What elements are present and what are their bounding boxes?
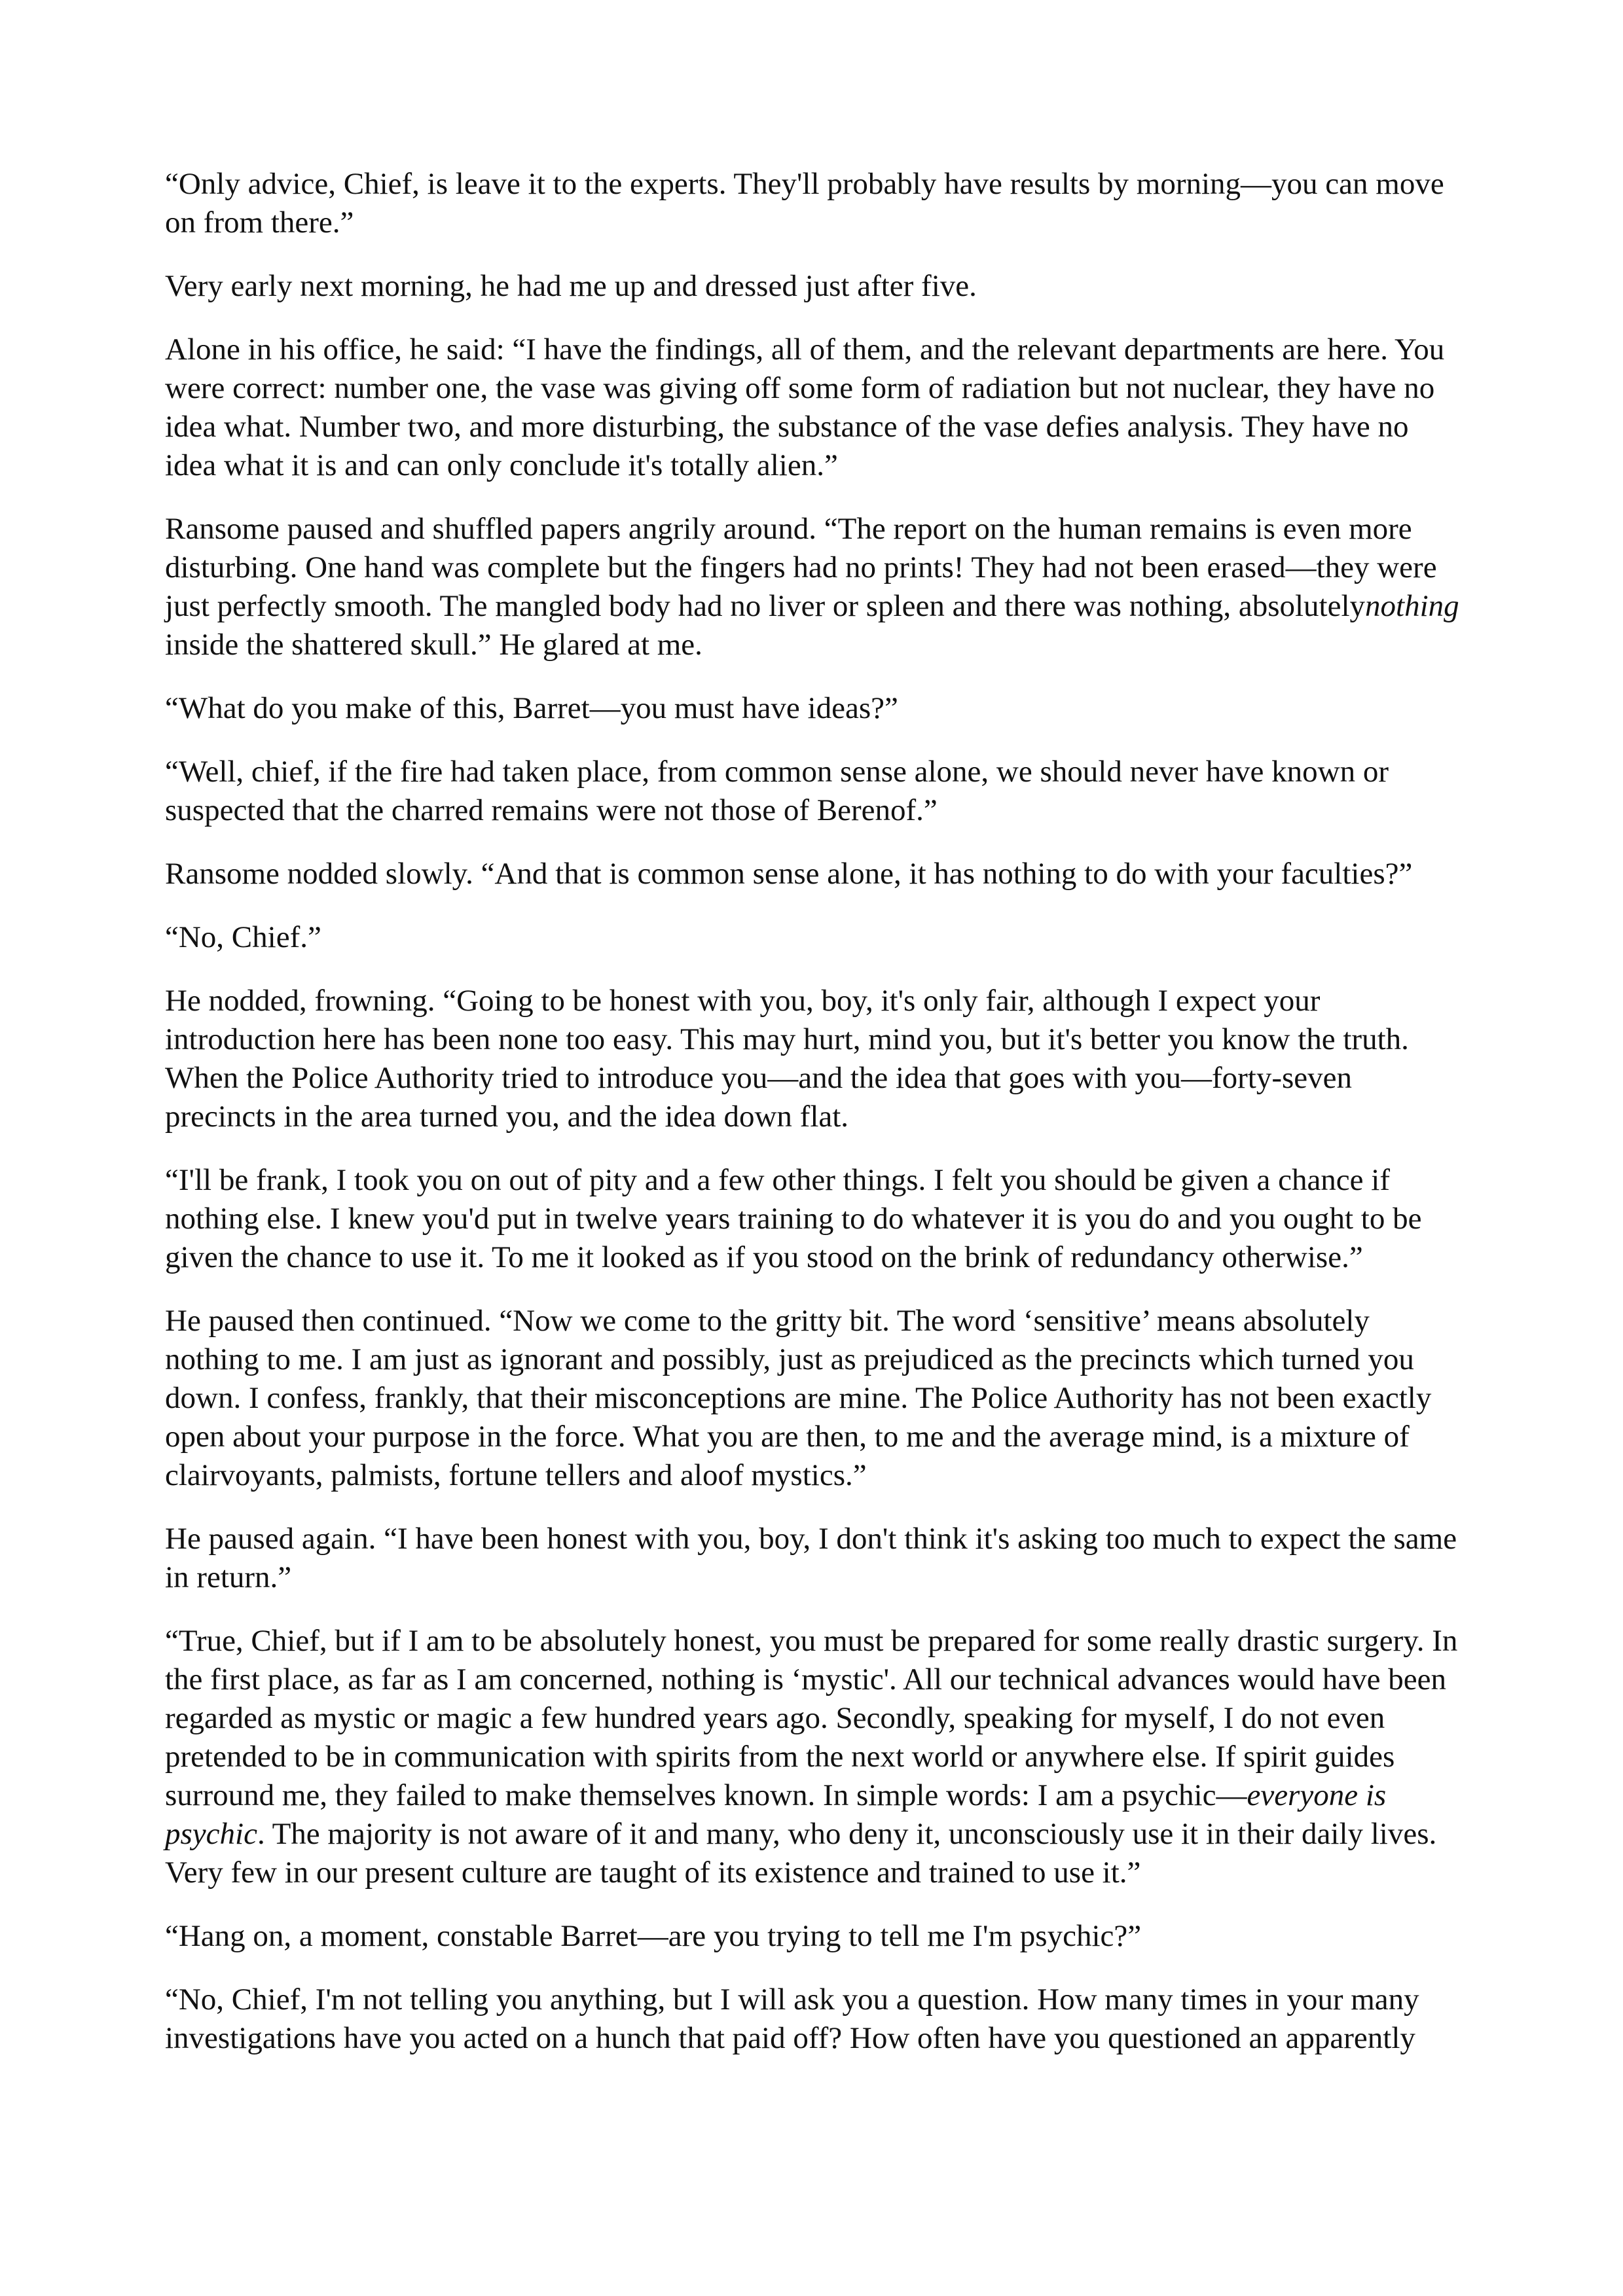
text-segment: “I'll be frank, I took you on out of pity and a few other things. I felt you should be given a chance if nothing else. I knew you'd put in twelve years training to do whatever it is you do and you ought to be given the chance to use it. To me it looked as if you stood on the brink of redundancy otherwise.” xyxy=(165,1163,1422,1274)
document-page xyxy=(165,165,1465,2083)
text-segment: “No, Chief, I'm not telling you anything, but I will ask you a question. How many times in your many investigations have you acted on a hunch that paid off? How often have you questioned an apparently xyxy=(165,1982,1419,2055)
body-text xyxy=(165,165,1465,2058)
text-segment: He nodded, frowning. “Going to be honest with you, boy, it's only fair, although I expect your introduction here has been none too easy. This may hurt, mind you, but it's better you know the truth. When the Police Authority tried to introduce you—and the idea that goes with you—forty-seven precincts in the area turned you, and the idea down flat. xyxy=(165,984,1409,1134)
paragraph xyxy=(165,165,1465,242)
text-segment: He paused then continued. “Now we come to the gritty bit. The word ‘sensitive’ means absolutely nothing to me. I am just as ignorant and possibly, just as prejudiced as the precincts which turned you down. I confess, frankly, that their misconceptions are mine. The Police Authority has not been exactly open about your purpose in the force. What you are then, to me and the average mind, is a mixture of clairvoyants, palmists, fortune tellers and aloof mystics.” xyxy=(165,1304,1432,1492)
paragraph xyxy=(165,1161,1465,1277)
paragraph xyxy=(165,267,1465,306)
paragraph xyxy=(165,855,1465,893)
text-segment: “Well, chief, if the fire had taken place, from common sense alone, we should never have known or suspected that the charred remains were not those of Berenof.” xyxy=(165,755,1389,827)
paragraph xyxy=(165,1302,1465,1495)
text-segment: . The majority is not aware of it and many, who deny it, unconsciously use it in their daily lives. Very few in our present culture are taught of its existence and trained to use it.” xyxy=(165,1817,1437,1890)
paragraph xyxy=(165,331,1465,485)
paragraph xyxy=(165,510,1465,664)
paragraph xyxy=(165,753,1465,830)
text-segment: “Hang on, a moment, constable Barret—are you trying to tell me I'm psychic?” xyxy=(165,1919,1142,1953)
paragraph xyxy=(165,918,1465,957)
paragraph xyxy=(165,1520,1465,1597)
text-segment: “What do you make of this, Barret—you must have ideas?” xyxy=(165,691,898,725)
text-segment: “Only advice, Chief, is leave it to the experts. They'll probably have results by morning—you can move on from there.” xyxy=(165,167,1444,240)
text-segment: “True, Chief, but if I am to be absolutely honest, you must be prepared for some really drastic surgery. In the first place, as far as I am concerned, nothing is ‘mystic'. All our technical advances would have been regarded as mystic or magic a few hundred years ago. Secondly, speaking for myself, I do not even pretended to be in communication with spirits from the next world or anywhere else. If spirit guides surround me, they failed to make themselves known. In simple words: I am a psychic— xyxy=(165,1624,1458,1812)
italic-text-segment: nothing xyxy=(1365,589,1459,623)
text-segment: inside the shattered skull.” He glared at me. xyxy=(165,628,702,662)
paragraph xyxy=(165,982,1465,1136)
paragraph xyxy=(165,1917,1465,1956)
text-segment: Alone in his office, he said: “I have the findings, all of them, and the relevant departments are here. You were correct: number one, the vase was giving off some form of radiation but not nuclear, they have no idea what. Number two, and more disturbing, the substance of the vase defies analysis. They have no idea what it is and can only conclude it's totally alien.” xyxy=(165,332,1445,482)
text-segment: Very early next morning, he had me up and dressed just after five. xyxy=(165,269,977,303)
paragraph xyxy=(165,1981,1465,2058)
text-segment: Ransome paused and shuffled papers angrily around. “The report on the human remains is even more disturbing. One hand was complete but the fingers had no prints! They had not been erased—they were just perfectly smooth. The mangled body had no liver or spleen and there was nothing, absolutely xyxy=(165,512,1437,623)
italic-text-segment: everyone is psychic xyxy=(165,1778,1387,1851)
paragraph xyxy=(165,1622,1465,1892)
text-segment: Ransome nodded slowly. “And that is common sense alone, it has nothing to do with your faculties?” xyxy=(165,857,1413,891)
text-segment: He paused again. “I have been honest with you, boy, I don't think it's asking too much to expect the same in return.” xyxy=(165,1522,1457,1594)
text-segment: “No, Chief.” xyxy=(165,920,321,954)
paragraph xyxy=(165,689,1465,728)
